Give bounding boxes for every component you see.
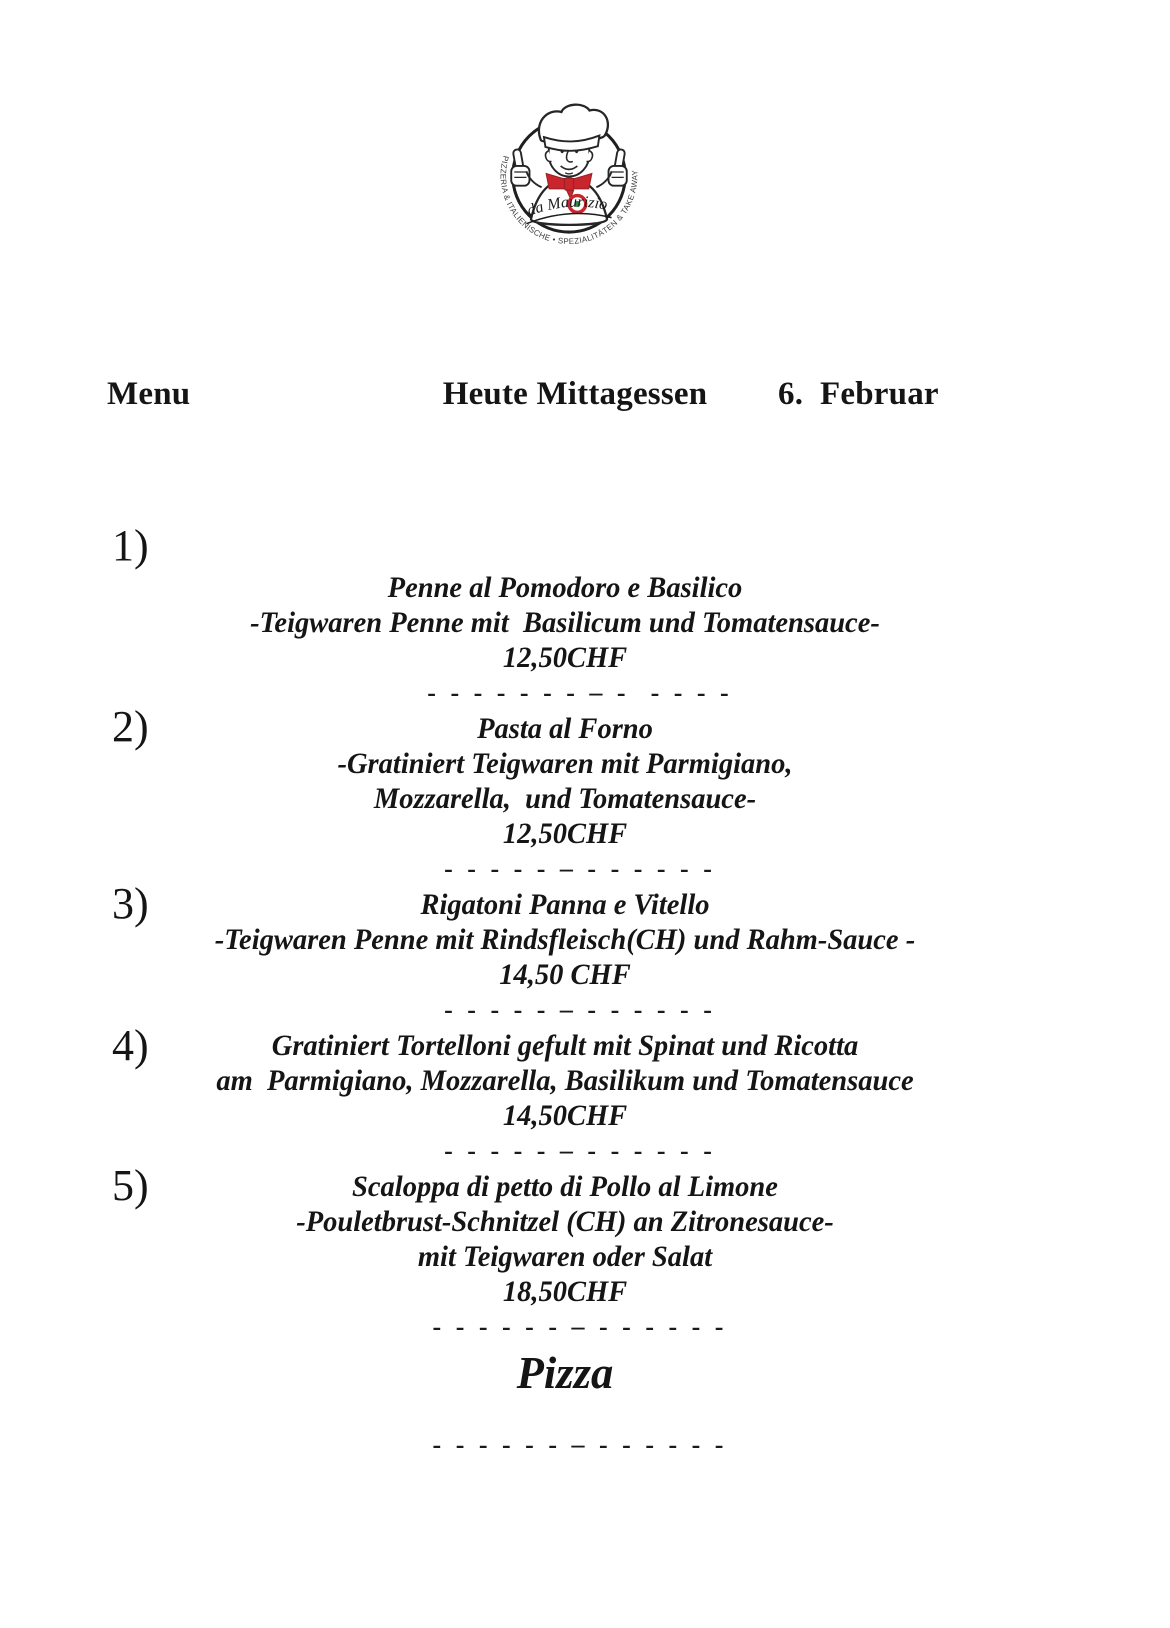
dish-description-line: -Gratiniert Teigwaren mit Parmigiano, bbox=[337, 747, 793, 780]
dish-name: Gratiniert Tortelloni gefult mit Spinat und Ricotta bbox=[271, 1029, 859, 1062]
separator-dashes: - - - - - - – - - - - - - bbox=[432, 1312, 728, 1341]
item-number-3: 3) bbox=[112, 879, 149, 928]
logo-arc-tagline: PIZZERIA & ITALIENISCHE • SPEZIALITÄTEN & TAKE AWAY bbox=[498, 154, 640, 246]
menu-item-3 bbox=[0, 887, 1130, 992]
dish-description-line: -Teigwaren Penne mit Basilicum und Tomatensauce- bbox=[250, 606, 880, 639]
separator-dashes: - - - - - - - – - - - - - bbox=[427, 678, 733, 707]
item-number-4: 4) bbox=[112, 1021, 149, 1070]
separator-dashes: - - - - - - – - - - - - - bbox=[432, 1430, 728, 1459]
dish-price: 14,50CHF bbox=[502, 1099, 628, 1132]
separator-dashes: - - - - - – - - - - - - bbox=[444, 995, 716, 1024]
dish-name: Scaloppa di petto di Pollo al Limone bbox=[352, 1170, 778, 1203]
separator-dashes: - - - - - – - - - - - - bbox=[444, 1136, 716, 1165]
dish-name: Penne al Pomodoro e Basilico bbox=[387, 571, 743, 604]
dish-price: 12,50CHF bbox=[502, 817, 628, 850]
dish-description-line: mit Teigwaren oder Salat bbox=[417, 1240, 713, 1273]
section-heading-pizza: Pizza bbox=[516, 1347, 614, 1398]
item-number-5: 5) bbox=[112, 1161, 149, 1210]
item-number-1: 1) bbox=[112, 521, 149, 570]
dish-price: 12,50CHF bbox=[502, 641, 628, 674]
dish-price: 14,50 CHF bbox=[499, 958, 631, 991]
chef-logo-icon bbox=[493, 96, 645, 261]
dish-description-line: -Teigwaren Penne mit Rindsfleisch(CH) und Rahm-Sauce - bbox=[214, 923, 916, 956]
menu-list bbox=[0, 527, 1130, 1463]
menu-title: Menu bbox=[107, 376, 191, 412]
menu-item-5 bbox=[0, 1169, 1130, 1309]
menu-header bbox=[0, 376, 1170, 422]
brand-script-text: da Maurizio bbox=[524, 193, 609, 220]
restaurant-logo bbox=[493, 96, 645, 261]
menu-item-4 bbox=[0, 1028, 1130, 1133]
separator-dashes: - - - - - – - - - - - - bbox=[444, 854, 716, 883]
dish-name: Pasta al Forno bbox=[477, 712, 653, 745]
menu-item-2 bbox=[0, 711, 1130, 851]
dish-description-line: Mozzarella, und Tomatensauce- bbox=[373, 782, 757, 815]
menu-item-1 bbox=[0, 570, 1130, 675]
chef-hat-icon bbox=[539, 105, 608, 151]
header-subtitle: Heute Mittagessen bbox=[442, 376, 708, 412]
dish-description-line: am Parmigiano, Mozzarella, Basilikum und Tomatensauce bbox=[216, 1064, 914, 1097]
item-number-2: 2) bbox=[112, 702, 149, 751]
header-date: 6. Februar bbox=[778, 376, 939, 412]
dish-price: 18,50CHF bbox=[502, 1275, 628, 1308]
dish-description-line: -Pouletbrust-Schnitzel (CH) an Zitronesauce- bbox=[296, 1205, 834, 1238]
dish-name: Rigatoni Panna e Vitello bbox=[420, 888, 710, 921]
